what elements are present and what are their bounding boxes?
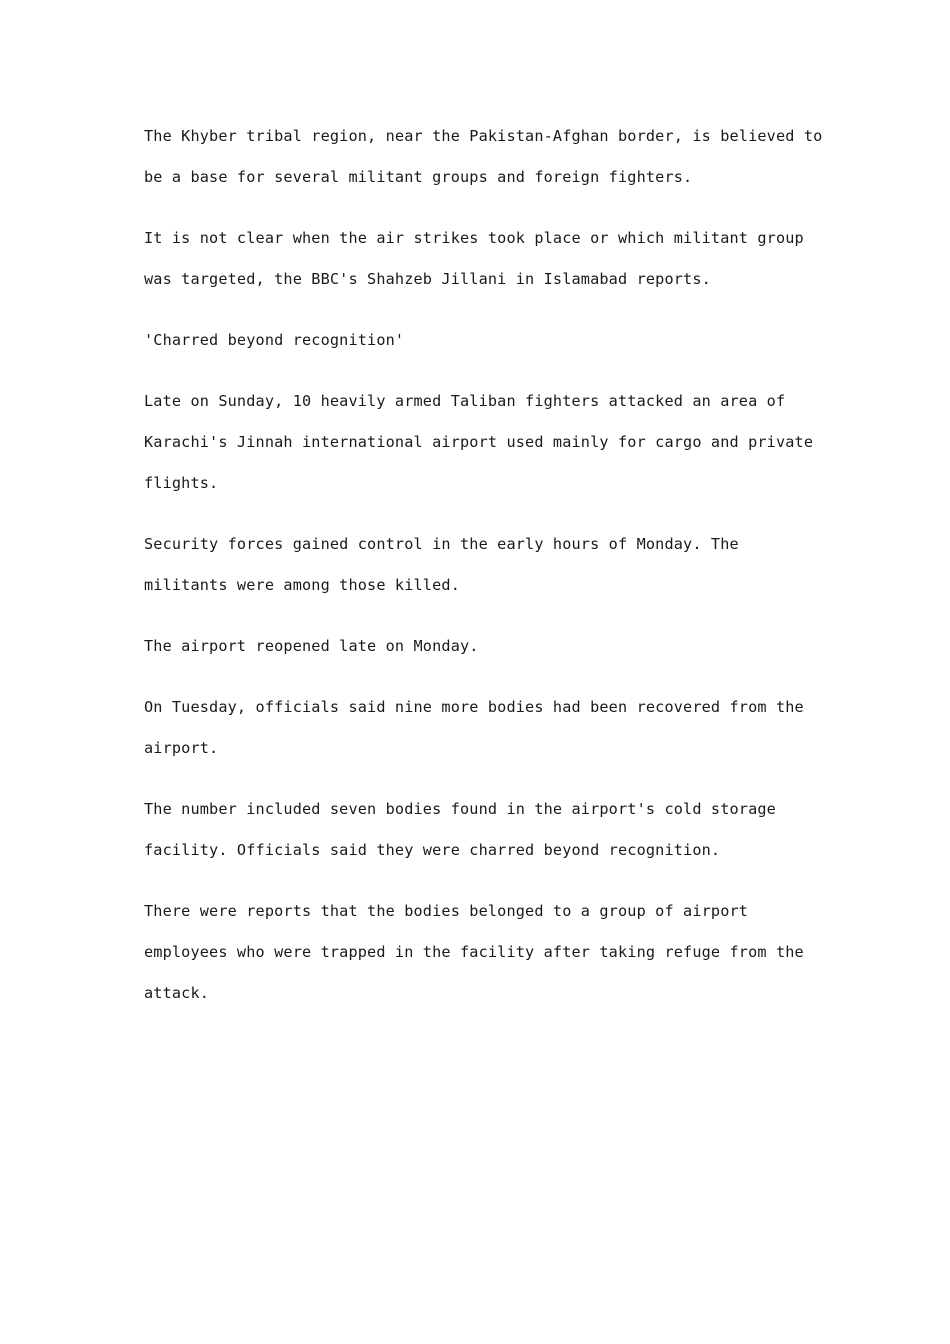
- paragraph-employees: There were reports that the bodies belonged to a group of airport employees who were trapped in the facility after taking refuge from the attack.: [144, 902, 804, 1002]
- paragraph-bodies-recovered: On Tuesday, officials said nine more bodies had been recovered from the airport.: [144, 698, 804, 757]
- article-body: [144, 116, 824, 1034]
- subheading-charred: 'Charred beyond recognition': [144, 331, 405, 349]
- paragraph-attack: Late on Sunday, 10 heavily armed Taliban fighters attacked an area of Karachi's Jinnah international airport used mainly for cargo and private flights.: [144, 392, 814, 492]
- paragraph-cold-storage: The number included seven bodies found in the airport's cold storage facility. Officials said they were charred beyond recognition.: [144, 800, 776, 859]
- paragraph-reopened: The airport reopened late on Monday.: [144, 637, 479, 655]
- paragraph-security-forces: Security forces gained control in the early hours of Monday. The militants were among those killed.: [144, 535, 739, 594]
- paragraph-khyber: The Khyber tribal region, near the Pakistan-Afghan border, is believed to be a base for several militant groups and foreign fighters.: [144, 127, 823, 186]
- paragraph-air-strikes: It is not clear when the air strikes took place or which militant group was targeted, the BBC's Shahzeb Jillani in Islamabad reports.: [144, 229, 804, 288]
